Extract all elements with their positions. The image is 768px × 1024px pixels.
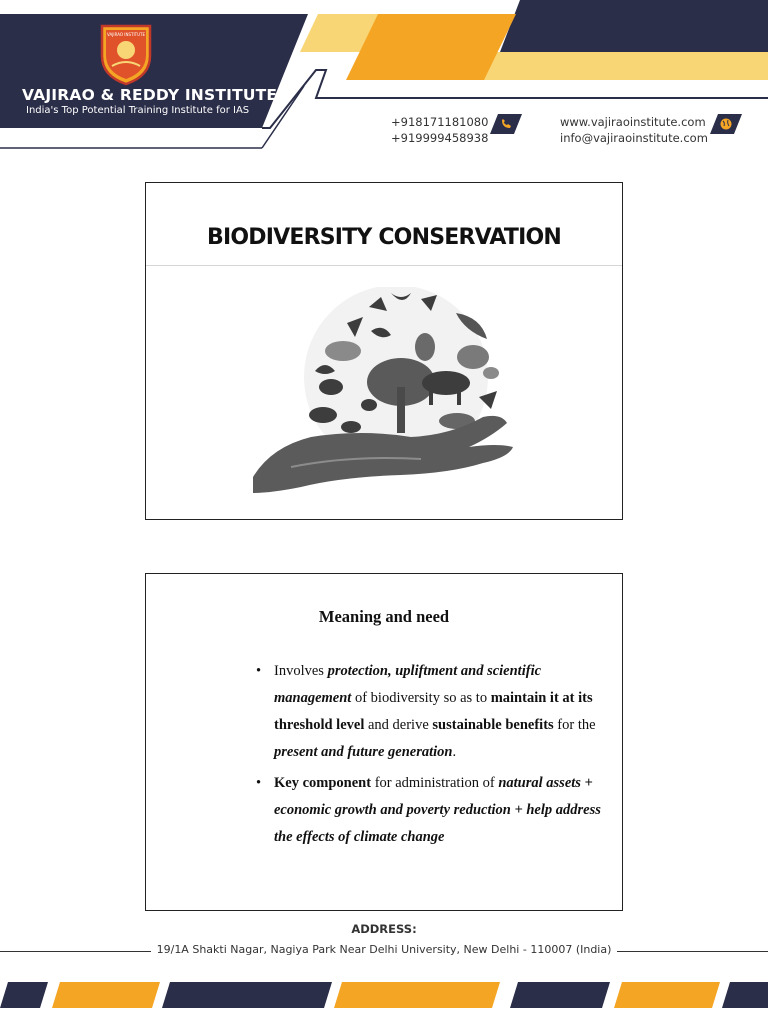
svg-text:VAJIRAO INSTITUTE: VAJIRAO INSTITUTE xyxy=(107,32,145,37)
bullet-list xyxy=(256,658,606,851)
emphasis-text: present and future generation xyxy=(274,744,453,760)
divider xyxy=(146,265,622,266)
phone-icon xyxy=(490,114,522,134)
text-run: of biodiversity so as to xyxy=(351,690,491,706)
institute-logo xyxy=(96,22,156,86)
address-label: ADDRESS: xyxy=(351,922,417,936)
bullet-item xyxy=(256,770,606,851)
bullet-item xyxy=(256,658,606,766)
text-run: . xyxy=(452,744,457,760)
footer-stripes xyxy=(0,978,768,1012)
slide-title-card xyxy=(145,182,623,520)
address-text-wrap xyxy=(0,943,768,956)
web-contacts xyxy=(560,114,708,146)
section-heading: Meaning and need xyxy=(318,607,450,626)
bold-text: sustainable benefits xyxy=(432,717,554,733)
slide-meaning-card xyxy=(145,573,623,911)
address-line xyxy=(0,943,768,959)
biodiversity-globe-illustration xyxy=(251,287,521,507)
phone-1[interactable]: +918171181080 xyxy=(391,115,489,129)
text-run: Involves xyxy=(274,663,328,679)
email-link[interactable]: info@vajiraoinstitute.com xyxy=(560,131,708,145)
bold-text: maintain it at its threshold level xyxy=(274,690,593,733)
text-run: and derive xyxy=(364,717,433,733)
text-run: for the xyxy=(553,717,596,733)
globe-icon xyxy=(710,114,742,134)
phone-numbers xyxy=(391,114,488,146)
text-run: for administration of xyxy=(371,775,499,791)
institute-tagline: India's Top Potential Training Institute for IAS xyxy=(26,105,250,116)
phone-2[interactable]: +919999458938 xyxy=(391,131,489,145)
emphasis-text: natural assets + economic growth and poverty reduction + help address the effects of climate change xyxy=(274,775,601,845)
slide-title: BIODIVERSITY CONSERVATION xyxy=(207,225,561,250)
institute-name: VAJIRAO & REDDY INSTITUTE xyxy=(22,86,278,104)
website-link[interactable]: www.vajiraoinstitute.com xyxy=(560,115,706,129)
emphasis-text: protection, upliftment and scientific management xyxy=(274,663,542,706)
address-text: 19/1A Shakti Nagar, Nagiya Park Near Delhi University, New Delhi - 110007 (India) xyxy=(151,943,618,956)
bold-text: Key component xyxy=(274,775,372,791)
